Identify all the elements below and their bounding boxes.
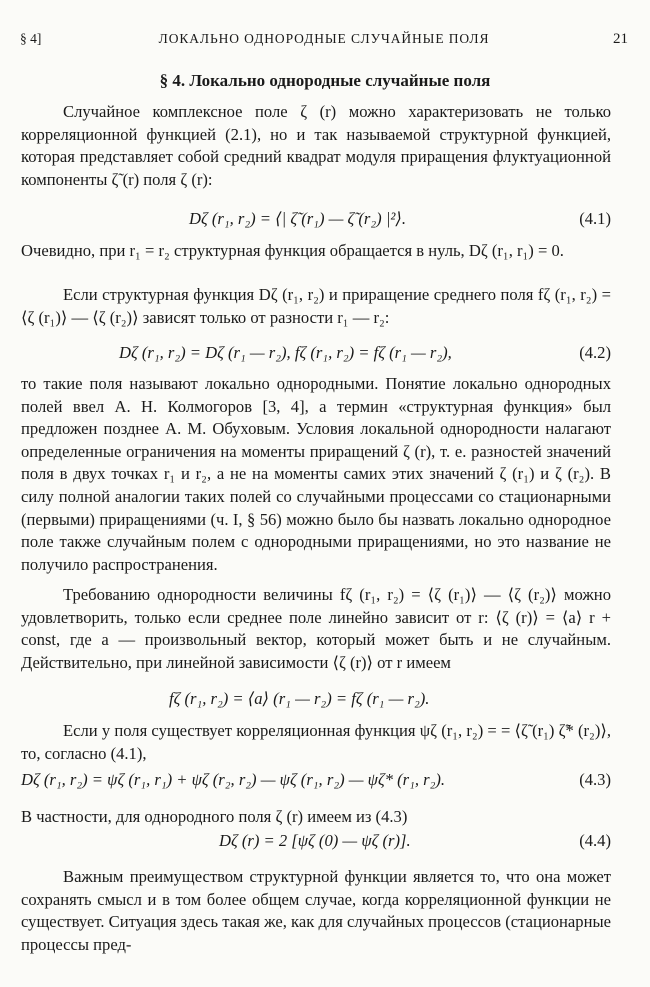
equation-4-4 [21, 830, 611, 858]
equation-4-2 [21, 342, 611, 370]
equation-4-3 [21, 769, 611, 797]
equation-4-4-body: Dζ (r) = 2 [ψζ (0) — ψζ (r)]. [219, 831, 411, 850]
equation-4-3-number: (4.3) [579, 770, 611, 789]
paragraph-2: Очевидно, при r₁ = r₂ структурная функция обращается в нуль, Dζ (r₁, r₁) = 0. [21, 241, 564, 260]
paragraph-3: Если структурная функция Dζ (r₁, r₂) и приращение среднего поля fζ (r₁, r₂) = ⟨ζ (r₁)⟩ — ⟨ζ (r₂)⟩ зависят только от разности r₁ — r₂: [21, 285, 611, 327]
paragraph-7: В частности, для однородного поля ζ (r) имеем из (4.3) [21, 807, 408, 826]
paragraph-1: Случайное комплексное поле ζ (r) можно характеризовать не только корреляционной функцией (2.1), но и так называемой структурной функцией, которая представляет собой средний квадрат модуля приращения флуктуационной компоненты ζ̃ (r) поля ζ (r): [21, 102, 611, 189]
equation-4-4-number: (4.4) [579, 831, 611, 850]
paragraph-6: Если у поля существует корреляционная функция ψζ (r₁, r₂) = = ⟨ζ̃ (r₁) ζ̃* (r₂)⟩, то, согласно (4.1), [21, 721, 611, 763]
equation-4-2-body: Dζ (r₁, r₂) = Dζ (r₁ — r₂), fζ (r₁, r₂) = fζ (r₁ — r₂), [119, 343, 452, 362]
running-head-title: ЛОКАЛЬНО ОДНОРОДНЫЕ СЛУЧАЙНЫЕ ПОЛЯ [158, 31, 490, 46]
equation-linear-body: fζ (r₁, r₂) = ⟨a⟩ (r₁ — r₂) = fζ (r₁ — r₂). [169, 689, 430, 708]
paragraph-5: Требованию однородности величины fζ (r₁, r₂) = ⟨ζ (r₁)⟩ — ⟨ζ (r₂)⟩ можно удовлетворить, только если среднее поле линейно зависит от r: ⟨ζ (r)⟩ = ⟨a⟩ r + const, где a — произвольный вектор, который может быть и не случайным. Действительно, при линейной зависимости ⟨ζ (r)⟩ от r имеем [21, 585, 611, 672]
section-title: § 4. Локально однородные случайные поля [159, 71, 491, 90]
page-number: 21 [613, 31, 628, 47]
equation-linear [21, 688, 611, 716]
running-head [20, 28, 628, 50]
equation-4-1-body: Dζ (r₁, r₂) = ⟨| ζ̃ (r₁) — ζ̃ (r₂) |²⟩. [189, 209, 406, 228]
equation-4-1-number: (4.1) [579, 209, 611, 228]
equation-4-3-body: Dζ (r₁, r₂) = ψζ (r₁, r₁) + ψζ (r₂, r₂) — ψζ (r₁, r₂) — ψζ* (r₁, r₂). [21, 770, 446, 789]
equation-4-1 [21, 208, 611, 236]
paragraph-4: то такие поля называют локально однородными. Понятие локально однородных полей ввел А. Н. Колмогоров [3, 4], а термин «структурная функция» был предложен позднее А. М. Обуховым. Условия локальной однородности налагают определенные ограничения на моменты приращений ζ (r), т. е. разностей значений поля в двух точках r₁ и r₂, а не на моменты самих этих значений ζ (r₁) и ζ (r₂). В силу полной аналогии таких полей со случайными процессами со стационарными (первыми) приращениями (ч. I, § 56) можно было бы назвать локально однородное поле также случайным полем с однородными приращениями, но это название не получило распространения. [21, 374, 611, 574]
equation-4-2-number: (4.2) [579, 343, 611, 362]
paragraph-8: Важным преимуществом структурной функции является то, что она может сохранять смысл и в том более общем случае, когда корреляционной функции не существует. Ситуация здесь такая же, как для случайных процессов (стационарные процессы пред- [21, 867, 611, 954]
running-head-section: § 4] [20, 31, 42, 46]
